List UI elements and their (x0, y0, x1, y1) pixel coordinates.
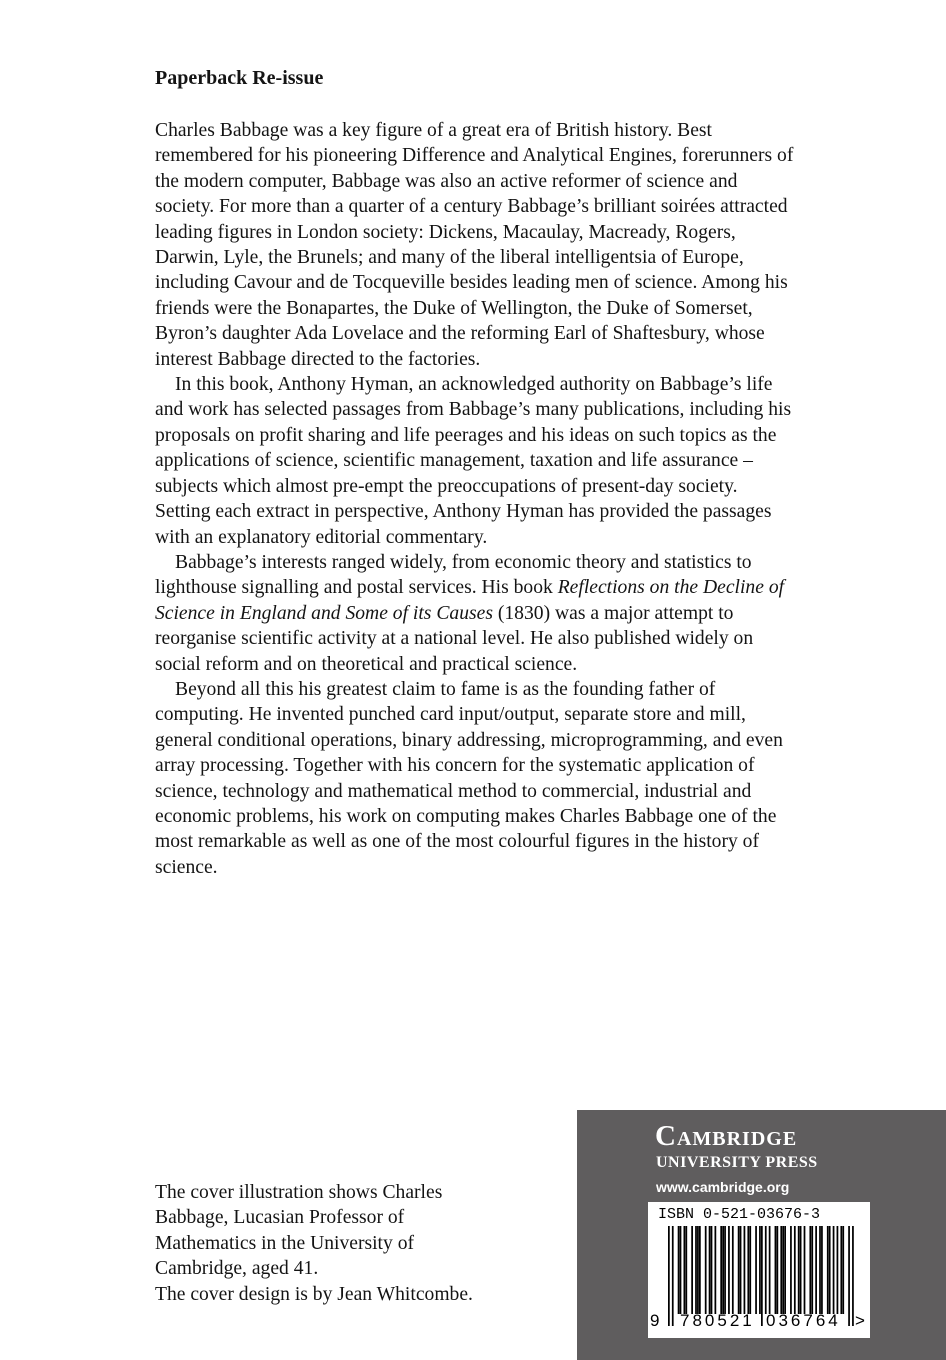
blurb-paragraph-2: In this book, Anthony Hyman, an acknowledged authority on Babbage’s life and work has selected passages from Babbage’s many publications, including his proposals on profit sharing and life peerages and his ideas on such topics as the applications of science, scientific management, taxation and life assurance – subjects which almost pre-empt the preoccupations of present-day society. Setting each extract in perspective, Anthony Hyman has provided the passages with an explanatory editorial commentary. (155, 374, 792, 548)
barcode-quiet-mark: > (855, 1311, 865, 1330)
publisher-panel (577, 1110, 946, 1360)
cover-credit-line: Cambridge, aged 41. (155, 1258, 319, 1280)
barcode-left-digits: 780521 (680, 1311, 755, 1330)
barcode-box (648, 1202, 870, 1338)
blurb-paragraph-1: Charles Babbage was a key figure of a great era of British history. Best remembered for his pioneering Difference and Analytical Engines, forerunners of the modern computer, Babbage was also an active reformer of science and society. For more than a quarter of a century Babbage’s brilliant soirées attracted leading figures in London society: Dickens, Macaulay, Macready, Rogers, Darwin, Lyle, the Brunels; and many of the liberal intelligentsia of Europe, including Cavour and de Tocqueville besides leading men of science. Among his friends were the Bonapartes, the Duke of Wellington, the Duke of Somerset, Byron’s daughter Ada Lovelace and the reforming Earl of Shaftesbury, whose interest Babbage directed to the factories. (155, 120, 794, 370)
paragraph-3-text-start: Babbage’s interests ranged widely, from economic theory and statistics to lighthouse signalling and postal services. His book (155, 551, 752, 599)
barcode-first-digit: 9 (650, 1311, 660, 1330)
paragraph-3-text-end: (1830) was a major attempt to reorganise scientific activity at a national level. He also published widely on social reform and on theoretical and practical science. (155, 602, 754, 675)
isbn-number: ISBN 0-521-03676-3 (658, 1206, 821, 1223)
book-title-italic: Reflections on the Decline of Science in England and Some of its Causes (155, 577, 785, 624)
blurb-text (155, 118, 795, 880)
publisher-subtitle: UNIVERSITY PRESS (656, 1154, 818, 1171)
back-cover-heading: Paperback Re-issue (155, 67, 324, 89)
blurb-paragraph-3 (155, 550, 795, 677)
blurb-paragraph-4: Beyond all this his greatest claim to fame is as the founding father of computing. He invented punched card input/output, separate store and mill, general conditional operations, binary addressing, microprogramming, and even array processing. Together with his concern for the systematic application of science, technology and mathematical method to commercial, industrial and economic problems, his work on computing makes Charles Babbage one of the most remarkable as well as one of the most colourful figures in the history of science. (155, 678, 783, 878)
publisher-url: www.cambridge.org (656, 1179, 790, 1195)
cover-credit-line: The cover illustration shows Charles (155, 1182, 443, 1203)
cover-credit-line: The cover design is by Jean Whitcombe. (155, 1283, 473, 1305)
cover-credit-line: Mathematics in the University of (155, 1232, 415, 1254)
barcode-right-digits: 036764 (766, 1311, 841, 1330)
cover-credit (155, 1180, 555, 1307)
publisher-name: Cambridge (655, 1120, 798, 1152)
cover-credit-line: Babbage, Lucasian Professor of (155, 1207, 405, 1229)
